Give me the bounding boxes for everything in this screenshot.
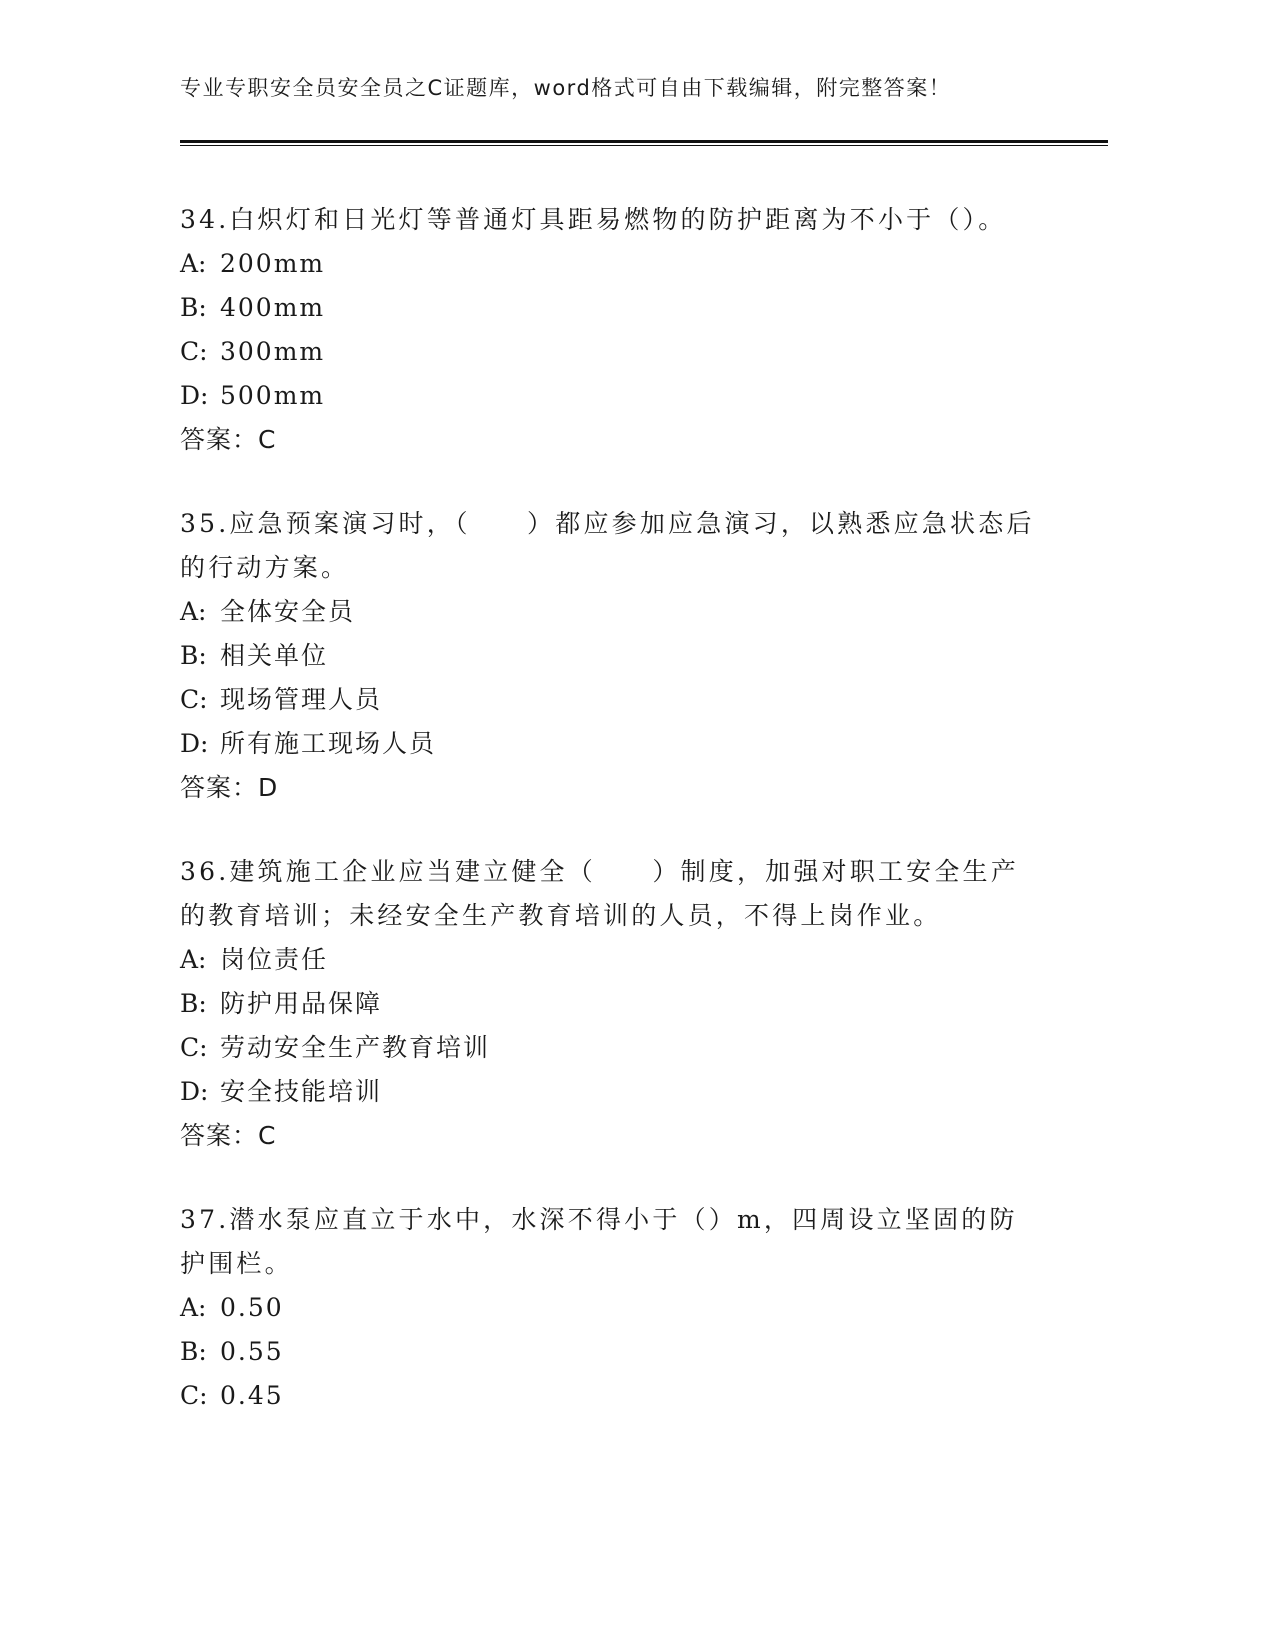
option-d	[180, 1070, 1040, 1114]
option-b	[180, 634, 1040, 678]
option-b	[180, 982, 1040, 1026]
option-key: D:	[180, 1077, 209, 1106]
option-key: B:	[180, 1337, 207, 1366]
question-34	[180, 198, 1040, 462]
question-stem: 34.白炽灯和日光灯等普通灯具距易燃物的防护距离为不小于（）。	[180, 205, 1007, 234]
option-text: 500mm	[220, 381, 326, 410]
question-36	[180, 850, 1040, 1158]
question-stem: 36.建筑施工企业应当建立健全（ ）制度，加强对职工安全生产的教育培训；未经安全生产教育培训的人员，不得上岗作业。	[180, 857, 1019, 930]
question-stem: 37.潜水泵应直立于水中，水深不得小于（）m，四周设立坚固的防护围栏。	[180, 1205, 1018, 1278]
option-d	[180, 374, 1040, 418]
option-key: C:	[180, 1033, 208, 1062]
option-a	[180, 938, 1040, 982]
option-key: B:	[180, 293, 207, 322]
header-divider-thick	[180, 140, 1108, 143]
option-d	[180, 722, 1040, 766]
option-a	[180, 242, 1040, 286]
option-text: 0.45	[220, 1381, 284, 1410]
option-text: 相关单位	[220, 641, 329, 670]
option-key: D:	[180, 381, 209, 410]
option-c	[180, 678, 1040, 722]
option-a	[180, 590, 1040, 634]
option-key: A:	[180, 597, 207, 626]
option-text: 200mm	[220, 249, 326, 278]
option-c	[180, 1374, 1040, 1418]
option-key: C:	[180, 337, 208, 366]
option-text: 劳动安全生产教育培训	[220, 1033, 491, 1062]
question-stem: 35.应急预案演习时，（ ）都应参加应急演习，以熟悉应急状态后的行动方案。	[180, 509, 1035, 582]
page-header: 专业专职安全员安全员之C证题库，word格式可自由下载编辑，附完整答案！	[180, 76, 952, 100]
option-text: 0.55	[220, 1337, 284, 1366]
option-text: 0.50	[220, 1293, 284, 1322]
option-key: A:	[180, 945, 207, 974]
answer-line: 答案：D	[180, 773, 279, 802]
option-a	[180, 1286, 1040, 1330]
option-text: 300mm	[220, 337, 326, 366]
answer-line: 答案：C	[180, 1121, 277, 1150]
option-text: 防护用品保障	[220, 989, 383, 1018]
question-37	[180, 1198, 1040, 1418]
option-b	[180, 286, 1040, 330]
option-text: 所有施工现场人员	[220, 729, 437, 758]
option-b	[180, 1330, 1040, 1374]
header-divider-thin	[180, 145, 1108, 146]
option-key: C:	[180, 685, 208, 714]
option-key: C:	[180, 1381, 208, 1410]
option-key: B:	[180, 989, 207, 1018]
option-text: 现场管理人员	[220, 685, 383, 714]
option-key: A:	[180, 1293, 207, 1322]
answer-line: 答案：C	[180, 425, 277, 454]
option-text: 400mm	[220, 293, 326, 322]
option-key: D:	[180, 729, 209, 758]
option-text: 岗位责任	[220, 945, 329, 974]
question-35	[180, 502, 1040, 810]
question-list	[180, 198, 1040, 1458]
option-key: A:	[180, 249, 207, 278]
option-key: B:	[180, 641, 207, 670]
option-text: 安全技能培训	[220, 1077, 383, 1106]
option-c	[180, 1026, 1040, 1070]
option-text: 全体安全员	[220, 597, 356, 626]
option-c	[180, 330, 1040, 374]
